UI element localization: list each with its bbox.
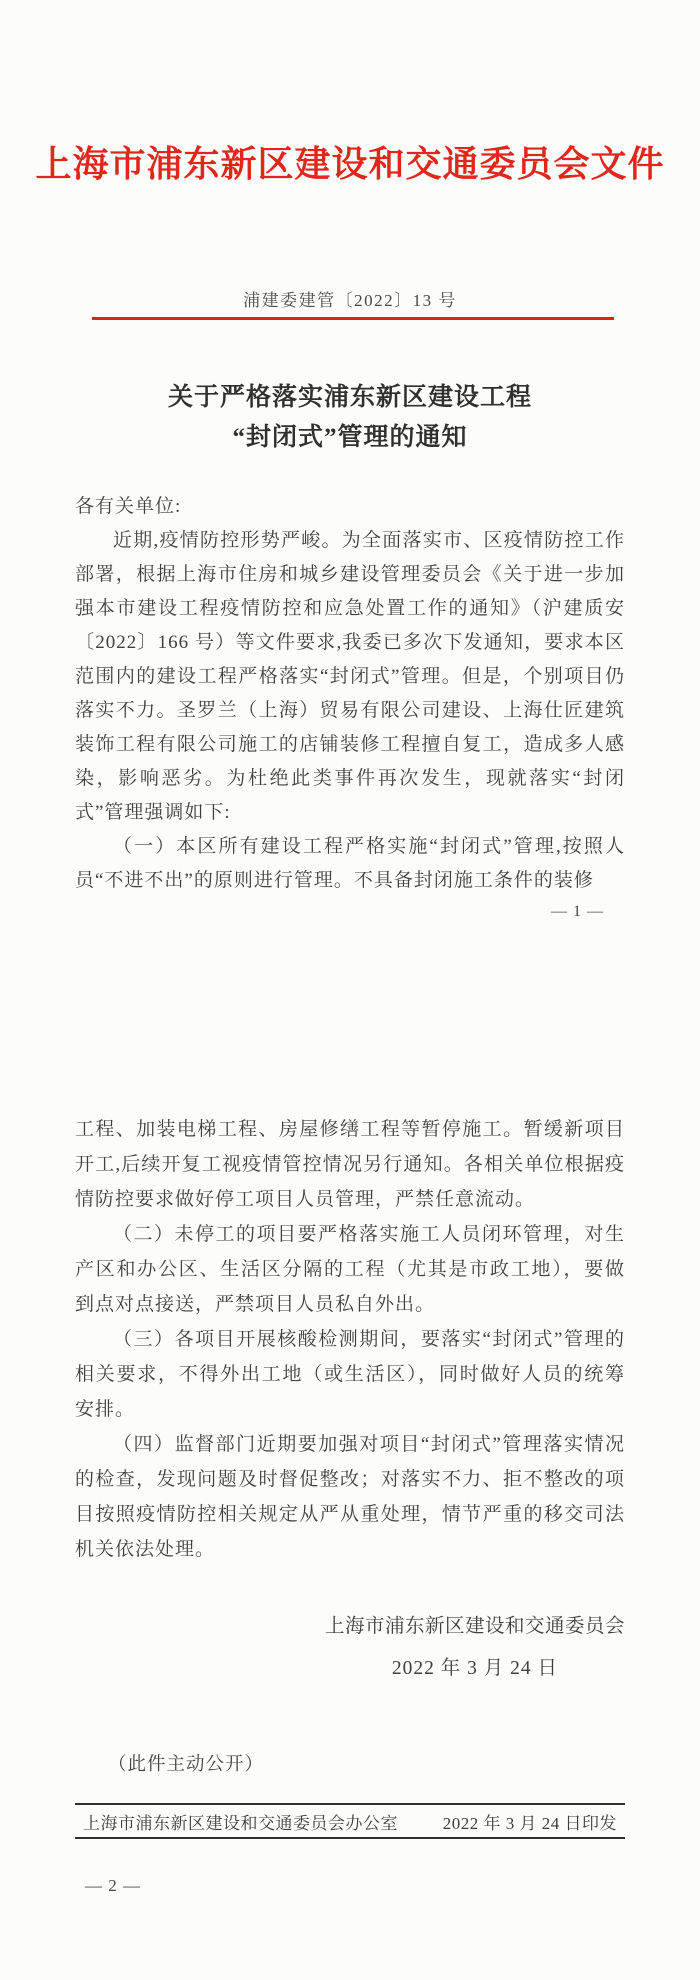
signature-block	[325, 1610, 625, 1680]
salutation: 各有关单位:	[75, 496, 182, 517]
publicity-note: （此件主动公开）	[108, 1755, 265, 1775]
paragraph: （一）本区所有建设工程严格实施“封闭式”管理,按照人员“不进不出”的原则进行管理。不具备封闭施工条件的装修	[75, 836, 625, 891]
notice-title-line1: 关于严格落实浦东新区建设工程	[167, 384, 532, 411]
notice-title-line2: “封闭式”管理的通知	[232, 424, 468, 451]
red-letterhead-title: 上海市浦东新区建设和交通委员会文件	[35, 144, 665, 184]
issuing-authority: 上海市浦东新区建设和交通委员会	[324, 1616, 625, 1637]
footer-office: 上海市浦东新区建设和交通委员会办公室	[83, 1813, 398, 1833]
red-divider-line	[92, 317, 614, 320]
paragraph: （四）监督部门近期要加强对项目“封闭式”管理落实情况的检查，发现问题及时督促整改；对落实不力、拒不整改的项目按照疫情防控相关规定从严从重处理，情节严重的移交司法机关依法处理。	[75, 1434, 625, 1560]
page1-body	[75, 490, 625, 898]
paragraph: （三）各项目开展核酸检测期间，要落实“封闭式”管理的相关要求，不得外出工地（或生活区），同时做好人员的统筹安排。	[75, 1329, 625, 1420]
page2-page-number: — 2 —	[85, 1876, 141, 1895]
paragraph: 工程、加装电梯工程、房屋修缮工程等暂停施工。暂缓新项目开工,后续开复工视疫情管控情况另行通知。各相关单位根据疫情防控要求做好停工项目人员管理，严禁任意流动。	[75, 1119, 625, 1210]
notice-title	[0, 378, 700, 458]
document-number: 浦建委建管〔2022〕13 号	[243, 291, 457, 310]
paragraph: 近期,疫情防控形势严峻。为全面落实市、区疫情防控工作部署，根据上海市住房和城乡建设管理委员会《关于进一步加强本市建设工程疫情防控和应急处置工作的通知》（沪建质安〔2022〕166 号）等文件要求,我委已多次下发通知，要求本区范围内的建设工程严格落实“封闭式”管理。但是，个别项目仍落实不力。圣罗兰（上海）贸易有限公司建设、上海仕匠建筑装饰工程有限公司施工的店铺装修工程擅自复工，造成多人感染，影响恶劣。为杜绝此类事件再次发生，现就落实“封闭式”管理强调如下:	[75, 530, 625, 823]
paragraph: （二）未停工的项目要严格落实施工人员闭环管理，对生产区和办公区、生活区分隔的工程（尤其是市政工地），要做到点对点接送，严禁项目人员私自外出。	[75, 1224, 625, 1315]
page1-page-number: — 1 —	[551, 903, 604, 920]
footer-print-date: 2022 年 3 月 24 日印发	[442, 1813, 617, 1833]
page2-body	[75, 1112, 625, 1567]
issue-date: 2022 年 3 月 24 日	[391, 1658, 559, 1679]
print-footer	[75, 1803, 625, 1839]
